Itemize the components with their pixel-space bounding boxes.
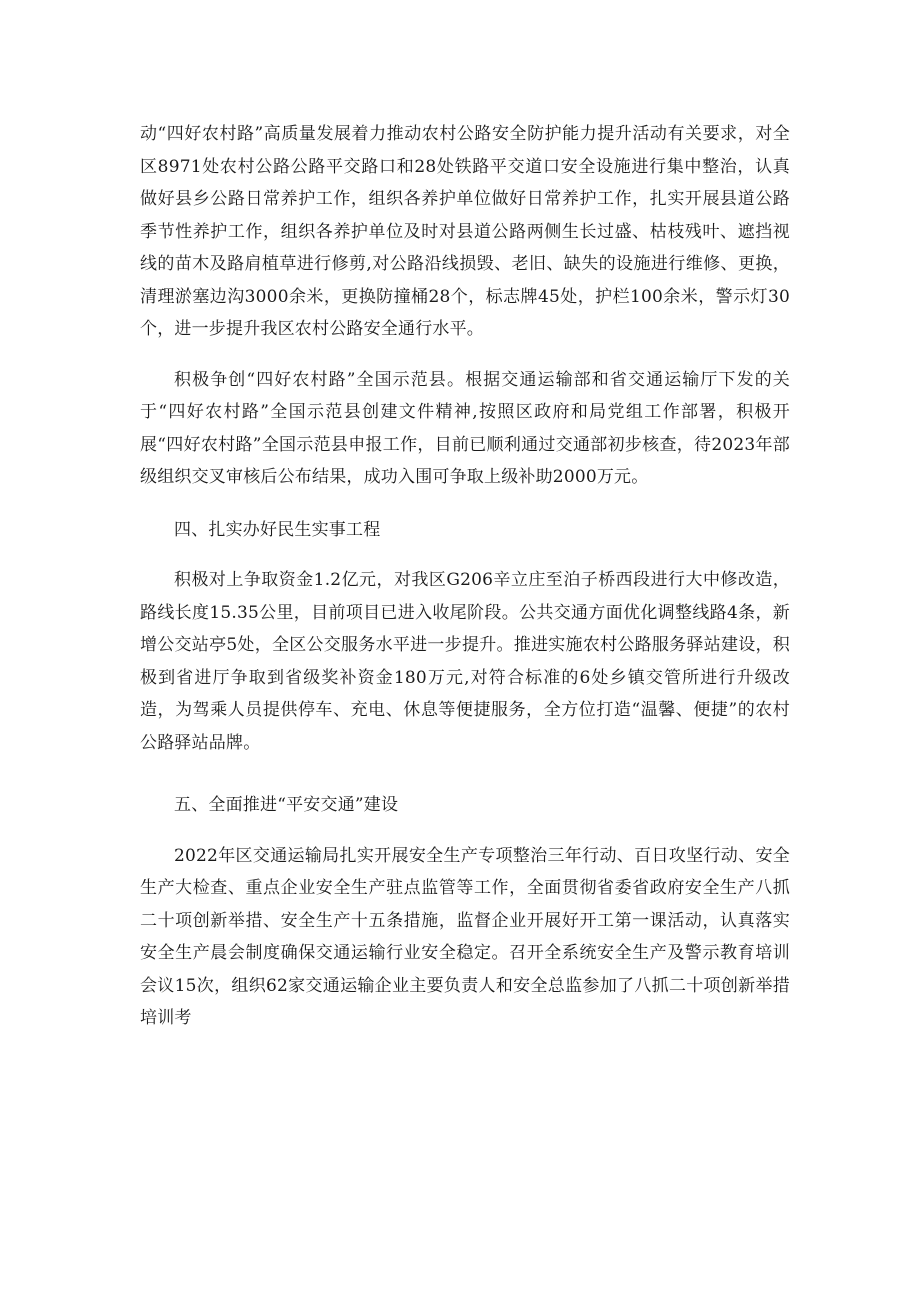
paragraph-livelihood-projects: 积极对上争取资金1.2亿元，对我区G206辛立庄至泊子桥西段进行大中修改造，路线长度15.35公里，目前项目已进入收尾阶段。公共交通方面优化调整线路4条，新增公交站亭5处，全区公交服务水平进一步提升。推进实施农村公路服务驿站建设，积极到省进厅争取到省级奖补资金180万元,对符合标准的6处乡镇交管所进行升级改造，为驾乘人员提供停车、充电、休息等便捷服务，全方位打造“温馨、便捷”的农村公路驿站品牌。 (140, 570, 790, 753)
section-heading-safe-traffic: 五、全面推进“平安交通”建设 (174, 795, 399, 815)
paragraph-safe-traffic: 2022年区交通运输局扎实开展安全生产专项整治三年行动、百日攻坚行动、安全生产大检查、重点企业安全生产驻点监管等工作，全面贯彻省委省政府安全生产八抓二十项创新举措、安全生产十五条措施，监督企业开展好开工第一课活动，认真落实安全生产晨会制度确保交通运输行业安全稳定。召开全系统安全生产及警示教育培训会议15次，组织62家交通运输企业主要负责人和安全总监参加了八抓二十项创新举措培训考 (140, 845, 790, 1028)
paragraph-rural-road-safety: 动“四好农村路”高质量发展着力推动农村公路安全防护能力提升活动有关要求，对全区8971处农村公路公路平交路口和28处铁路平交道口安全设施进行集中整治，认真做好县乡公路日常养护工作，组织各养护单位做好日常养护工作，扎实开展县道公路季节性养护工作，组织各养护单位及时对县道公路两侧生长过盛、枯枝残叶、遮挡视线的苗木及路肩植草进行修剪,对公路沿线损毁、老旧、缺失的设施进行维修、更换，清理淤塞边沟3000余米，更换防撞桶28个，标志牌45处，护栏100余米，警示灯30个，进一步提升我区农村公路安全通行水平。 (140, 124, 790, 339)
section-heading-livelihood-projects: 四、扎实办好民生实事工程 (174, 519, 381, 540)
document-body (140, 118, 790, 1035)
paragraph-demonstration-county: 积极争创“四好农村路”全国示范县。根据交通运输部和省交通运输厅下发的关于“四好农村路”全国示范县创建文件精神,按照区政府和局党组工作部署，积极开展“四好农村路”全国示范县申报工作，目前已顺利通过交通部初步核查，待2023年部级组织交叉审核后公布结果，成功入围可争取上级补助2000万元。 (140, 369, 790, 487)
